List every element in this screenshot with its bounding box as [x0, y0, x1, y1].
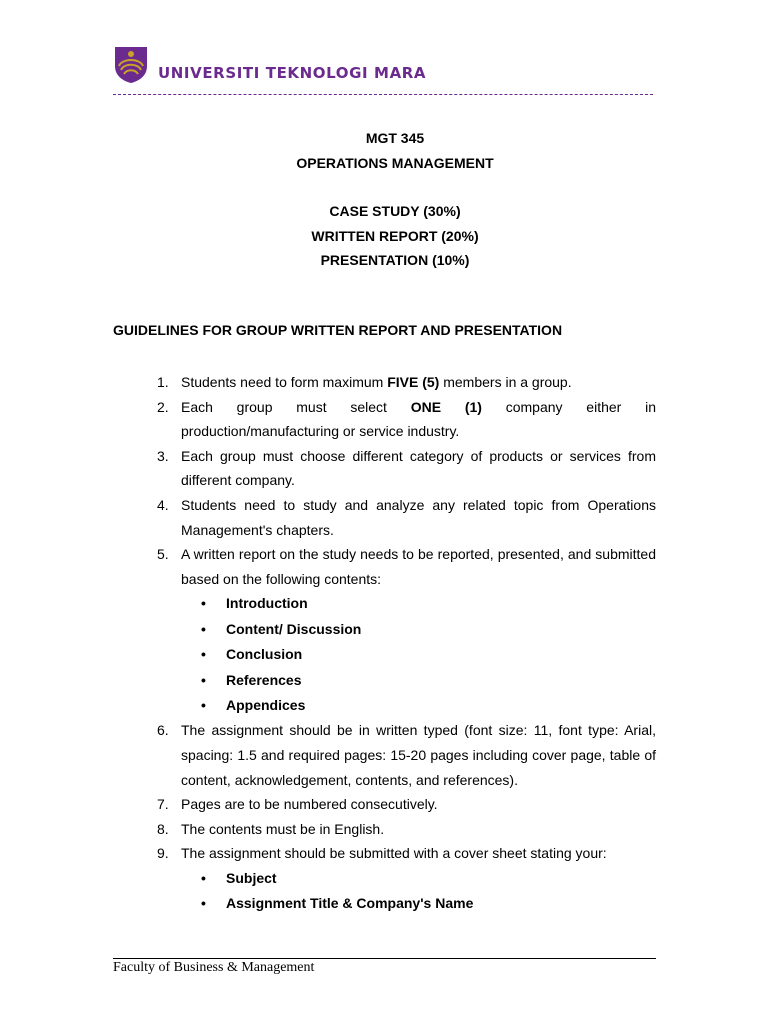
page-footer: Faculty of Business & Management — [113, 960, 315, 975]
course-code: MGT 345 — [365, 130, 425, 146]
assessment-written-report: WRITTEN REPORT (20%) — [311, 227, 479, 244]
contents-bullet-list — [113, 591, 656, 718]
cover-sheet-bullet-list — [113, 866, 656, 917]
bullet-item: • Subject — [201, 869, 277, 886]
document-header — [112, 44, 426, 84]
list-item: 5. A written report on the study needs to be reported, presented, and submitted based on the following contents: — [157, 546, 656, 587]
list-item: 8. The contents must be in English. — [157, 820, 385, 837]
list-item: 7. Pages are to be numbered consecutively. — [157, 796, 438, 813]
bullet-item: • Assignment Title & Company's Name — [201, 895, 474, 912]
list-item: 9. The assignment should be submitted with a cover sheet stating your: — [157, 845, 607, 862]
list-item: 1. Students need to form maximum FIVE (5) members in a group. — [157, 374, 572, 390]
uitm-crest-icon — [112, 44, 150, 84]
assessment-case-study: CASE STUDY (30%) — [329, 203, 461, 219]
list-item: 2. Each group must select ONE (1) company either in production/manufacturing or service industry. — [157, 398, 656, 440]
university-name: UNIVERSITI TEKNOLOGI MARA — [158, 64, 427, 82]
course-name: OPERATIONS MANAGEMENT — [296, 154, 494, 171]
bullet-item: • Introduction — [201, 595, 308, 612]
bullet-item: • Conclusion — [201, 646, 303, 663]
assessment-presentation: PRESENTATION (10%) — [320, 252, 470, 268]
document-title-block — [0, 126, 768, 273]
bullet-item: • Content/ Discussion — [201, 620, 362, 637]
footer-divider — [113, 958, 656, 959]
header-divider — [113, 94, 653, 95]
list-item: 4. Students need to study and analyze any related topic from Operations Management's chapters. — [157, 496, 656, 538]
list-item: 6. The assignment should be in written typed (font size: 11, font type: Arial, spacing: 1.5 and required pages: 15-20 pages including cover page, table of content, acknowledgement, contents, and references). — [157, 722, 656, 788]
section-heading: GUIDELINES FOR GROUP WRITTEN REPORT AND PRESENTATION — [113, 322, 563, 338]
list-item: 3. Each group must choose different category of products or services from different company. — [157, 447, 656, 489]
bullet-item: • Appendices — [201, 696, 306, 713]
bullet-item: • References — [201, 671, 302, 688]
guidelines-list — [113, 370, 656, 917]
